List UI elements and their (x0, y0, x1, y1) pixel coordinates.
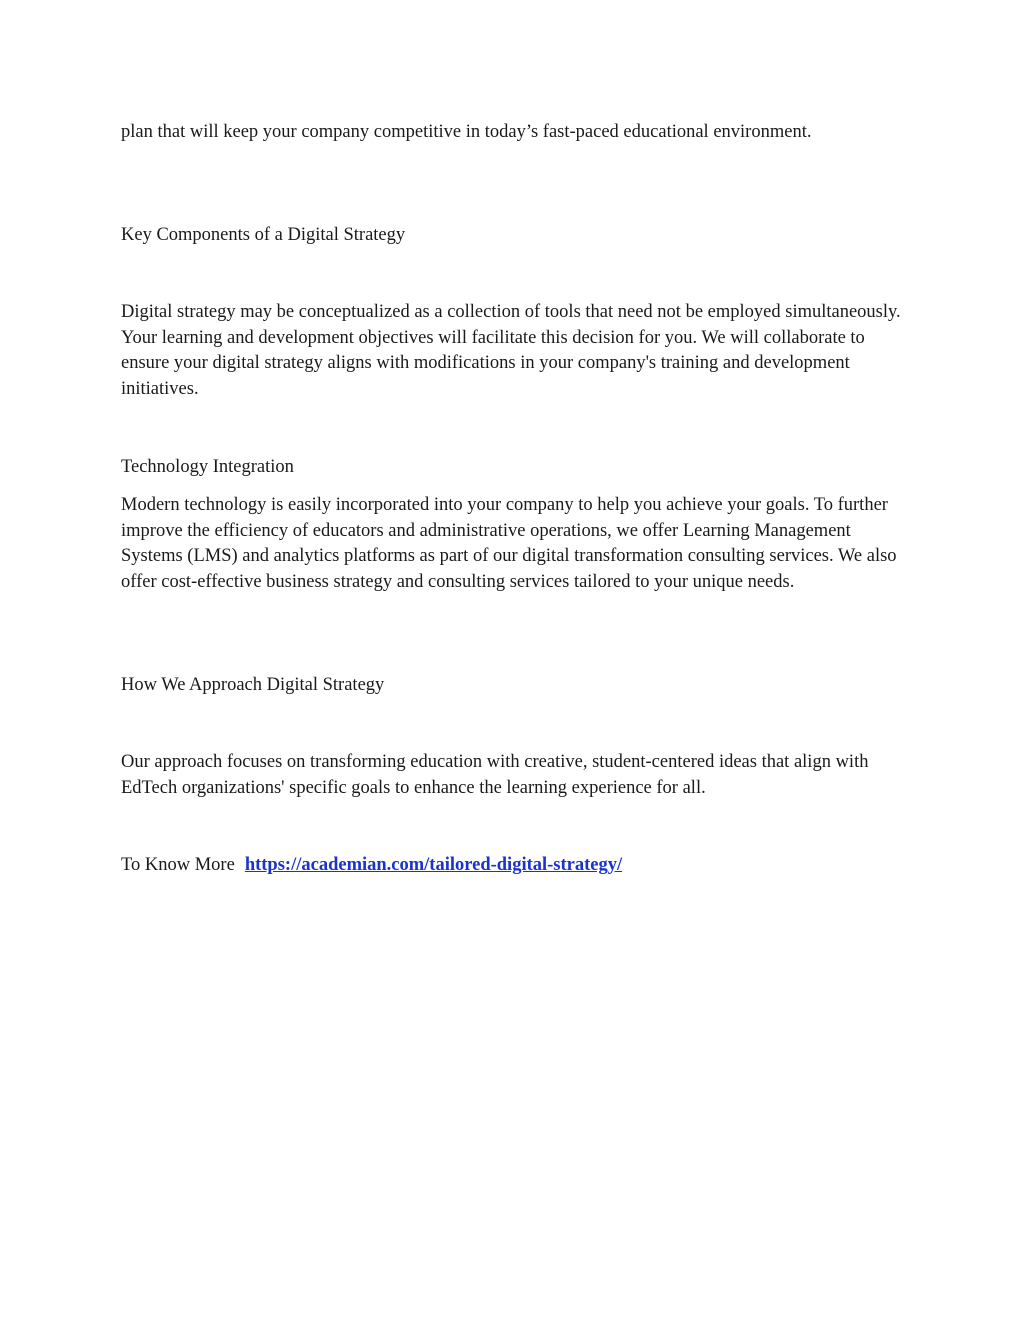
technology-integration-paragraph: Modern technology is easily incorporated into your company to help you achieve your goals. To further improve the efficiency of educators and administrative operations, we offer Learning Management Systems (LMS) and analytics platforms as part of our digital transformation consulting services. We also offer cost-effective business strategy and consulting services tailored to your unique needs. (121, 495, 897, 593)
heading-technology-integration: Technology Integration (121, 457, 294, 477)
key-components-paragraph: Digital strategy may be conceptualized as a collection of tools that need not be employed simultaneously. Your learning and development objectives will facilitate this decision for you. We will collaborate to ensure your digital strategy aligns with modifications in your company's training and development initiatives. (121, 302, 901, 400)
know-more-line (121, 853, 911, 879)
heading-key-components: Key Components of a Digital Strategy (121, 225, 406, 245)
heading-approach: How We Approach Digital Strategy (121, 675, 385, 695)
academian-link[interactable]: https://academian.com/tailored-digital-strategy/ (244, 855, 623, 875)
approach-paragraph: Our approach focuses on transforming education with creative, student-centered ideas that align with EdTech organizations' specific goals to enhance the learning experience for all. (121, 752, 869, 798)
intro-paragraph: plan that will keep your company competitive in today’s fast-paced educational environment. (121, 122, 812, 142)
know-more-label: To Know More (121, 855, 235, 875)
